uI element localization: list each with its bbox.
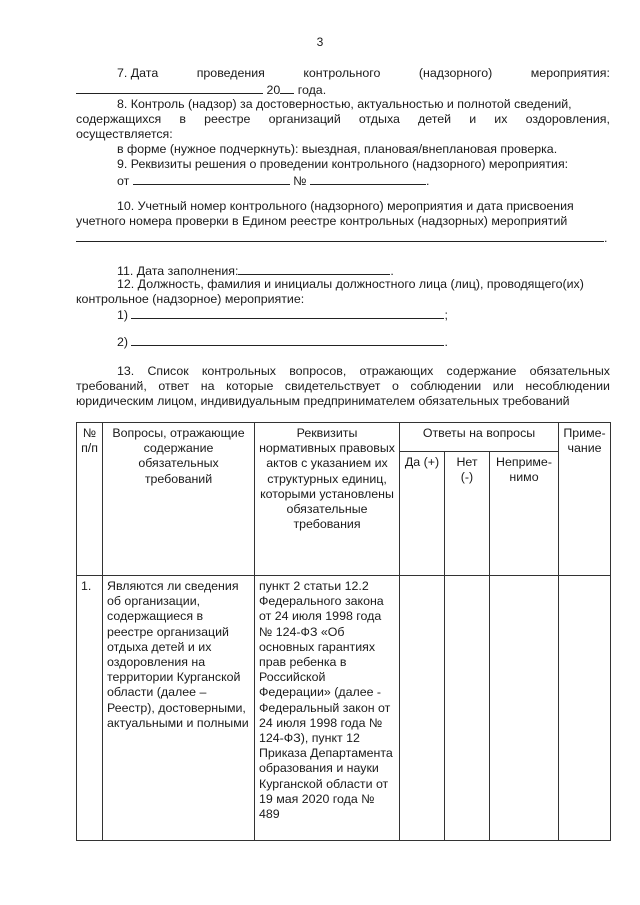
item8-line3: осуществляется: (76, 127, 173, 141)
item8-word: содержащихся (76, 112, 162, 126)
item13-word: которые (226, 379, 274, 393)
header-requisites: Реквизиты нормативных правовых актов с указанием их структурных единиц, которыми установлены обязательные требования (255, 423, 400, 576)
item10-line3: . (76, 229, 610, 246)
item11-label: 11. Дата заполнения: (117, 264, 239, 278)
item8-word: организаций (268, 112, 341, 126)
item12-line2: контрольное (надзорное) мероприятие: (76, 292, 305, 306)
item7-year-prefix: 20 (266, 83, 281, 97)
item7-word: (надзорного) (418, 66, 493, 80)
year-blank[interactable] (280, 81, 294, 94)
item12-line1: 12. Должность, фамилия и инициалы должностного лица (лиц), проводящего(их) (117, 277, 584, 291)
page-number: 3 (316, 35, 324, 49)
item13-word: отражающих (359, 364, 434, 378)
item8-line2 (76, 112, 610, 127)
item8-line4: в форме (нужное подчеркнуть): выездная, плановая/внеплановая проверка. (117, 142, 558, 156)
item12-entry2: 2) . (117, 335, 448, 349)
row-question: Являются ли сведения об организации, содержащиеся в реестре организаций отдыха детей и их оздоровления на территории Курганской области (далее – Реестр), достоверными, актуальными и полными (103, 576, 255, 841)
item13-word: соблюдении (410, 379, 482, 393)
item9-from-label: от (117, 174, 130, 188)
row-requisites: пункт 2 статьи 12.2 Федерального закона от 24 июля 1998 года № 124-ФЗ «Об основных гарантиях прав ребенка в Российской Федерации» (далее - Федеральный закон от 24 июля 1998 года № 124-ФЗ), пункт 12 Приказа Департамента образования и науки Курганской области от 19 мая 2020 года № 489 (255, 576, 400, 841)
table-header-row (77, 423, 611, 452)
item13-line2 (76, 379, 610, 394)
item13-word: на (200, 379, 215, 393)
item8-word: детей (418, 112, 452, 126)
item13-word: о (391, 379, 399, 393)
registry-number-blank[interactable] (76, 229, 604, 242)
entry1-label: 1) (117, 308, 129, 322)
header-yes: Да (+) (400, 452, 445, 576)
item7-line2 (76, 81, 610, 98)
item9-number-label: № (293, 174, 307, 188)
item8-word: и (469, 112, 477, 126)
item8-line1: 8. Контроль (надзор) за достоверностью, актуальностью и полнотой сведений, (117, 97, 572, 111)
note-cell[interactable] (559, 576, 611, 841)
item7-word: контрольного (303, 66, 381, 80)
decision-date-blank[interactable] (133, 172, 290, 185)
item7-word: мероприятия: (530, 66, 610, 80)
item9-line1: 9. Реквизиты решения о проведении контрольного (надзорного) мероприятия: (117, 157, 569, 171)
item13-word: свидетельствует (284, 379, 381, 393)
item11-line: 11. Дата заполнения: . (117, 264, 394, 278)
item8-word: отдыха (358, 112, 400, 126)
header-answers: Ответы на вопросы (400, 423, 559, 452)
row-number: 1. (77, 576, 103, 841)
table-row (77, 576, 611, 841)
item13-word: или (492, 379, 514, 393)
item8-word: оздоровления, (525, 112, 610, 126)
item8-word: в (179, 112, 186, 126)
item10-line2: учетного номера проверки в Едином реестре контрольных (надзорных) мероприятий (76, 214, 568, 228)
item13-word: контрольных (201, 364, 276, 378)
item13-word: Список (147, 364, 189, 378)
item13-word: обязательных (529, 364, 610, 378)
entry2-label: 2) (117, 335, 129, 349)
item7-line1 (117, 66, 610, 81)
item13-line3: юридическим лицом, индивидуальным предпринимателем обязательных требований (76, 394, 570, 408)
answer-yes-cell[interactable] (400, 576, 445, 841)
item7-year-word: года. (297, 83, 327, 97)
header-questions: Вопросы, отражающие содержание обязательных требований (103, 423, 255, 576)
item13-word: 13. (117, 364, 135, 378)
item8-word: реестре (204, 112, 251, 126)
decision-number-blank[interactable] (310, 172, 426, 185)
checklist-table (76, 422, 611, 841)
item13-line1 (117, 364, 610, 379)
item13-word: несоблюдении (525, 379, 610, 393)
header-note: Приме-чание (559, 423, 611, 576)
item9-line2: от № . (117, 174, 430, 188)
item13-word: требований, (76, 379, 147, 393)
item13-word: содержание (446, 364, 517, 378)
item13-word: ответ (158, 379, 190, 393)
official2-blank[interactable] (131, 333, 444, 346)
fill-date-blank[interactable] (238, 262, 390, 275)
item7-word: проведения (196, 66, 265, 80)
item10-line1: 10. Учетный номер контрольного (надзорного) мероприятия и дата присвоения (117, 199, 574, 213)
answer-na-cell[interactable] (490, 576, 559, 841)
date-blank[interactable] (76, 81, 263, 94)
item13-word: вопросов, (289, 364, 347, 378)
header-no: Нет (-) (445, 452, 490, 576)
item7-word: 7. Дата (117, 66, 159, 80)
item12-entry1: 1) ; (117, 308, 448, 322)
official1-blank[interactable] (131, 306, 444, 319)
header-number: № п/п (77, 423, 103, 576)
item8-word: их (494, 112, 508, 126)
answer-no-cell[interactable] (445, 576, 490, 841)
header-not-applicable: Неприме-нимо (490, 452, 559, 576)
